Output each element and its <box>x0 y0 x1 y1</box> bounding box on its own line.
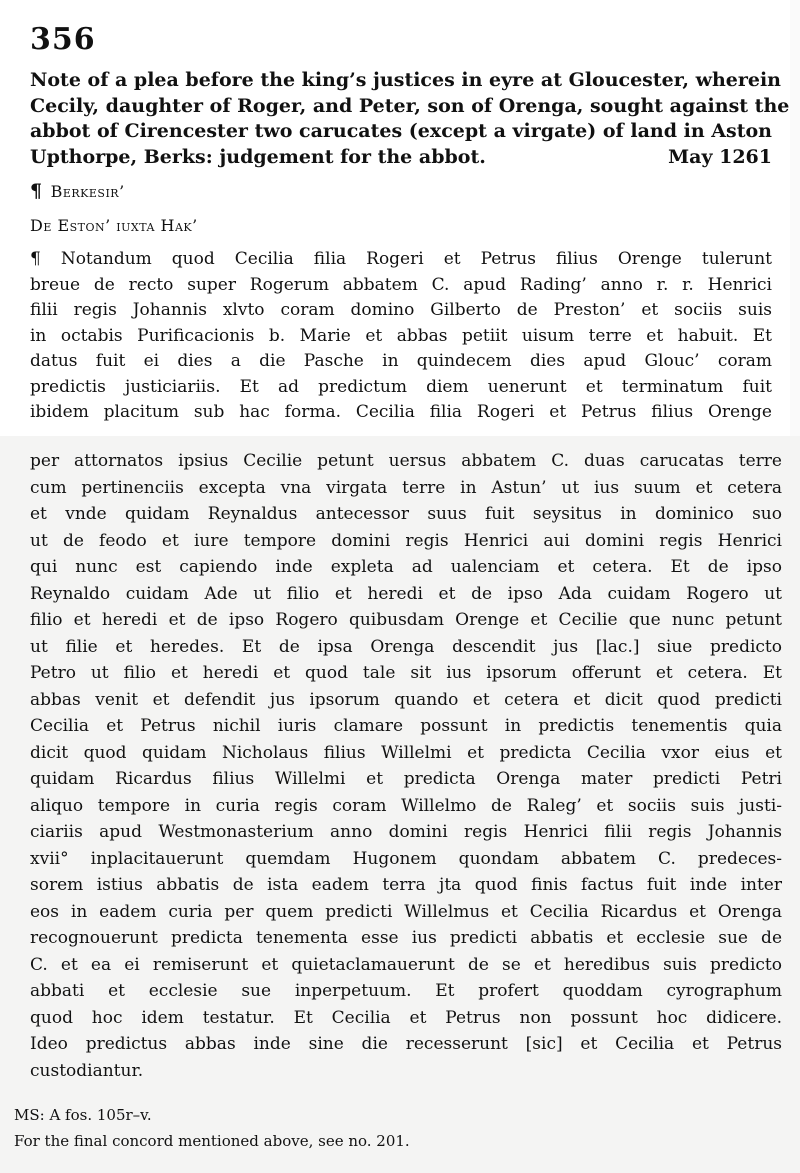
text-line: xvii° inplacitauerunt quemdam Hugonem quondam abbatem C. predeces- <box>30 848 782 869</box>
text-line: et vnde quidam Reynaldus antecessor suus fuit seysitus in dominico suo <box>30 504 782 524</box>
text-line: qui nunc est capiendo inde expleta ad ualenciam et cetera. Et de ipso <box>30 557 782 577</box>
document-number: 356 <box>30 22 96 57</box>
text-line: ibidem placitum sub hac forma. Cecilia filia Rogeri et Petrus filius Orenge <box>30 402 772 422</box>
text-line: Petro ut filio et heredi et quod tale sit ius ipsorum offerunt et cetera. Et <box>30 663 782 683</box>
document-heading <box>30 68 790 170</box>
text-line: aliquo tempore in curia regis coram Willelmo de Raleg’ et sociis suis justi- <box>30 795 782 816</box>
heading-line: Cecily, daughter of Roger, and Peter, son of Orenga, sought against the <box>30 94 790 117</box>
text-line: quidam Ricardus filius Willelmi et predicta Orenga mater predicti Petri <box>30 769 782 789</box>
text-line: predictis justiciariis. Et ad predictum diem uenerunt et terminatum fuit <box>30 376 772 397</box>
footnotes <box>14 1102 784 1154</box>
text-line: ut filie et heredes. Et de ipsa Orenga descendit jus [lac.] siue predicto <box>30 636 782 657</box>
text-line: per attornatos ipsius Cecilie petunt uersus abbatem C. duas carucatas terre <box>30 451 782 471</box>
text-line: eos in eadem curia per quem predicti Willelmus et Cecilia Ricardus et Orenga <box>30 901 782 922</box>
text-line: ciariis apud Westmonasterium anno domini regis Henrici filii regis Johannis <box>30 822 782 842</box>
text-line: Ideo predictus abbas inde sine die recesserunt [sic] et Cecilia et Petrus <box>30 1034 782 1054</box>
text-line: ut de feodo et iure tempore domini regis Henrici aui domini regis Henrici <box>30 530 782 551</box>
text-line: filii regis Johannis xlvto coram domino Gilberto de Preston’ et sociis suis <box>30 300 772 320</box>
text-line: in octabis Purificacionis b. Marie et abbas petiit uisum terre et habuit. Et <box>30 325 772 346</box>
text-line: C. et ea ei remiserunt et quietaclamauerunt de se et heredibus suis predicto <box>30 954 782 975</box>
text-line: Reynaldo cuidam Ade ut filio et heredi et de ipso Ada cuidam Rogero ut <box>30 583 782 604</box>
manuscript-reference: MS: A fos. 105r–v. <box>14 1106 152 1124</box>
text-line: cum pertinenciis excepta vna virgata terre in Astun’ ut ius suum et cetera <box>30 477 782 498</box>
place-rubric: De Eston’ iuxta Hak’ <box>30 216 198 235</box>
heading-line: abbot of Cirencester two carucates (except a virgate) of land in Aston <box>30 120 772 142</box>
text-line: filio et heredi et de ipso Rogero quibusdam Orenge et Cecilie que nunc petunt <box>30 610 782 630</box>
county-rubric <box>30 180 125 202</box>
text-line: dicit quod quidam Nicholaus filius Willelmi et predicta Cecilia vxor eius et <box>30 742 782 763</box>
text-line: datus fuit ei dies a die Pasche in quindecem dies apud Glouc’ coram <box>30 351 772 371</box>
county-label: Berkesir’ <box>50 182 125 201</box>
latin-text-part-1 <box>30 247 772 426</box>
text-line: custodiantur. <box>30 1060 144 1081</box>
text-line: recognouerunt predicta tenementa esse ius predicti abbatis et ecclesie sue de <box>30 928 782 948</box>
text-line: Cecilia et Petrus nichil iuris clamare possunt in predictis tenementis quia <box>30 716 782 736</box>
heading-last-line <box>30 145 772 171</box>
text-line: breue de recto super Rogerum abbatem C. apud Rading’ anno r. r. Henrici <box>30 274 772 295</box>
heading-line: Note of a plea before the king’s justices in eyre at Gloucester, wherein <box>30 69 781 91</box>
heading-line: Upthorpe, Berks: judgement for the abbot. <box>30 145 486 168</box>
text-line: quod hoc idem testatur. Et Cecilia et Petrus non possunt hoc didicere. <box>30 1007 782 1028</box>
pilcrow-icon: ¶ <box>30 180 43 202</box>
latin-text-part-2 <box>30 448 782 1084</box>
text-line: abbati et ecclesie sue inperpetuum. Et profert quoddam cyrographum <box>30 981 782 1001</box>
text-line: sorem istius abbatis de ista eadem terra jta quod finis factus fuit inde inter <box>30 875 782 895</box>
text-line: abbas venit et defendit jus ipsorum quando et cetera et dicit quod predicti <box>30 689 782 710</box>
concord-note: For the final concord mentioned above, see no. 201. <box>14 1132 410 1150</box>
text-line: ¶ Notandum quod Cecilia filia Rogeri et Petrus filius Orenge tulerunt <box>30 249 772 269</box>
heading-date: May 1261 <box>668 145 772 168</box>
